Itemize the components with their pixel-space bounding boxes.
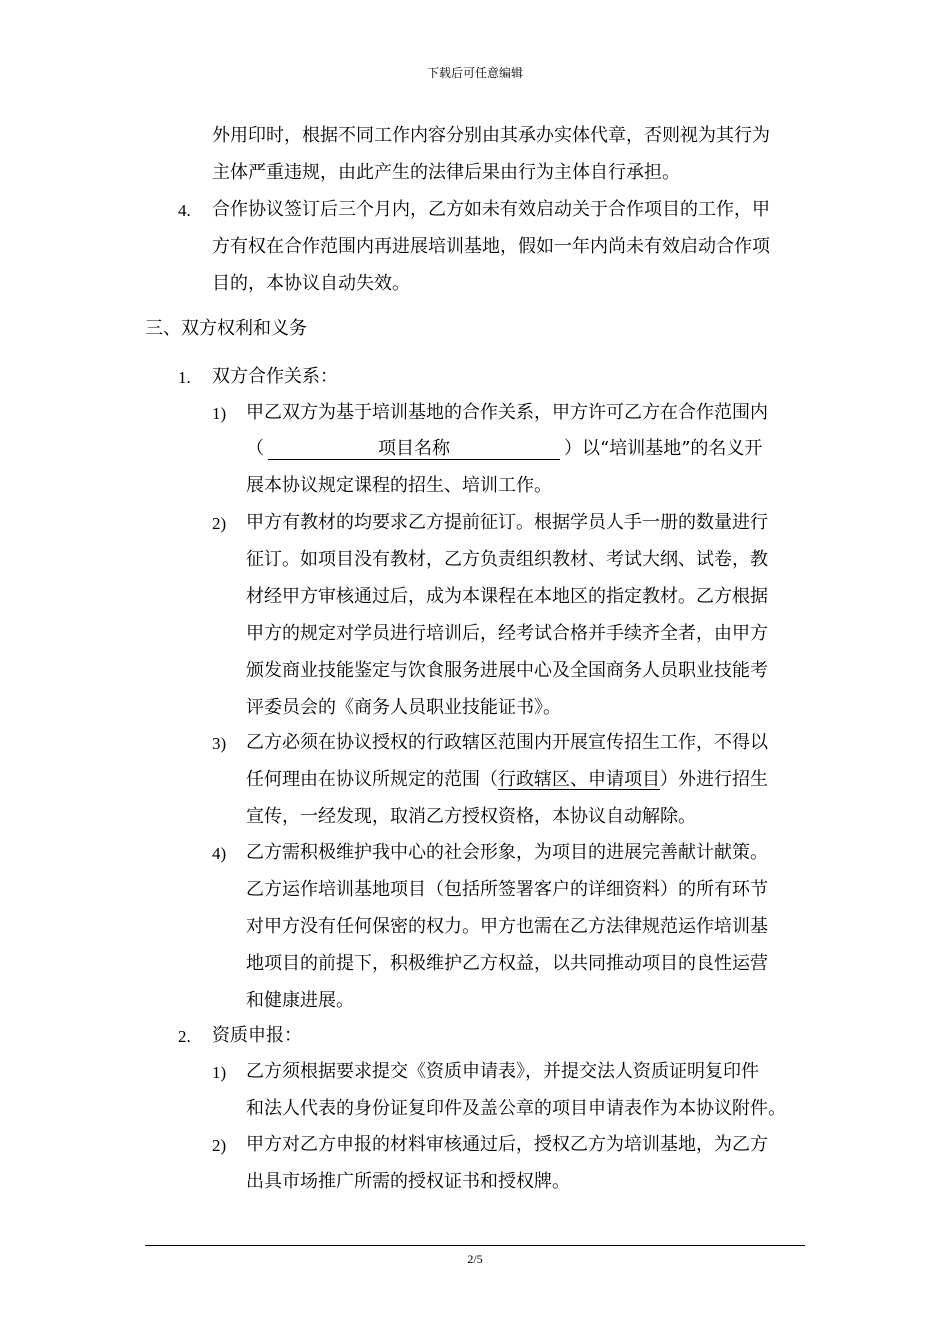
- s1-p4-line-4: 地项目的前提下，积极维护乙方权益，以共同推动项目的良性运营: [246, 953, 768, 974]
- s2-p2-line-2: 出具市场推广所需的授权证书和授权牌。: [246, 1171, 570, 1192]
- s1-number: 1.: [178, 368, 191, 387]
- s1-p4-line-1: 乙方需积极维护我中心的社会形象，为项目的进展完善献计献策。: [246, 842, 768, 863]
- s1-p2-number: 2): [212, 514, 227, 533]
- s1-p3-line-2-pre: 任何理由在协议所规定的范围（: [246, 769, 498, 790]
- s1-p2-line-4: 甲方的规定对学员进行培训后，经考试合格并手续齐全者，由甲方: [246, 623, 768, 644]
- s1-p3-line-3: 宣传，一经发现，取消乙方授权资格，本协议自动解除。: [246, 806, 696, 827]
- continuation-line-2: 主体严重违规，由此产生的法律后果由行为主体自行承担。: [212, 162, 680, 183]
- s1-p2-line-3: 材经甲方审核通过后，成为本课程在本地区的指定教材。乙方根据: [246, 586, 768, 607]
- s1-p2-line-2: 征订。如项目没有教材，乙方负责组织教材、考试大纲、试卷，教: [246, 549, 768, 570]
- s2-title: 资质申报：: [212, 1025, 302, 1046]
- s2-p1-number: 1): [212, 1063, 227, 1082]
- continuation-line-1: 外用印时，根据不同工作内容分别由其承办实体代章，否则视为其行为: [212, 125, 770, 146]
- s1-p2-line-5: 颁发商业技能鉴定与饮食服务进展中心及全国商务人员职业技能考: [246, 660, 768, 681]
- item-4-line-2: 方有权在合作范围内再进展培训基地，假如一年内尚未有效启动合作项: [212, 236, 770, 257]
- scope-underlined: 行政辖区、申请项目: [498, 769, 660, 790]
- s1-p1-line-1: 甲乙双方为基于培训基地的合作关系，甲方许可乙方在合作范围内: [246, 402, 768, 423]
- s1-p2-line-6: 评委员会的《商务人员职业技能证书》。: [246, 697, 561, 718]
- project-name-blank: 项目名称: [268, 440, 560, 460]
- s1-p1-line-2-tail: ）以“培训基地”的名义开: [564, 438, 763, 459]
- paren-open: （: [246, 438, 264, 459]
- s2-p1-line-1: 乙方须根据要求提交《资质申请表》，并提交法人资质证明复印件: [246, 1061, 759, 1082]
- s1-title: 双方合作关系：: [212, 366, 338, 387]
- s1-p4-number: 4): [212, 844, 227, 863]
- s2-p1-line-2: 和法人代表的身份证复印件及盖公章的项目申请表作为本协议附件。: [246, 1098, 786, 1119]
- page-number: 2/5: [467, 1252, 483, 1266]
- s1-p3-number: 3): [212, 734, 227, 753]
- s1-p3-line-1: 乙方必须在协议授权的行政辖区范围内开展宣传招生工作，不得以: [246, 732, 768, 753]
- s1-p4-line-3: 对甲方没有任何保密的权力。甲方也需在乙方法律规范运作培训基: [246, 916, 768, 937]
- s1-p3-line-2: [246, 771, 768, 789]
- item-4-number: 4.: [178, 201, 191, 220]
- s1-p1-number: 1): [212, 404, 227, 423]
- footer-rule: [145, 1245, 805, 1246]
- item-4-line-3: 目的，本协议自动失效。: [212, 273, 410, 294]
- s2-p2-number: 2): [212, 1136, 227, 1155]
- s1-p1-line-3: 展本协议规定课程的招生、培训工作。: [246, 475, 552, 496]
- s1-p4-line-5: 和健康进展。: [246, 990, 354, 1011]
- s2-p2-line-1: 甲方对乙方申报的材料审核通过后，授权乙方为培训基地，为乙方: [246, 1134, 768, 1155]
- s2-number: 2.: [178, 1027, 191, 1046]
- section-3-heading: 三、双方权利和义务: [145, 318, 307, 339]
- page-header: 下载后可任意编辑: [426, 66, 523, 80]
- s1-p1-line-2: [246, 440, 762, 460]
- s1-p4-line-2: 乙方运作培训基地项目（包括所签署客户的详细资料）的所有环节: [246, 879, 768, 900]
- s1-p2-line-1: 甲方有教材的均要求乙方提前征订。根据学员人手一册的数量进行: [246, 512, 768, 533]
- item-4-line-1: 合作协议签订后三个月内，乙方如未有效启动关于合作项目的工作，甲: [212, 199, 770, 220]
- s1-p3-line-2-post: ）外进行招生: [660, 769, 768, 790]
